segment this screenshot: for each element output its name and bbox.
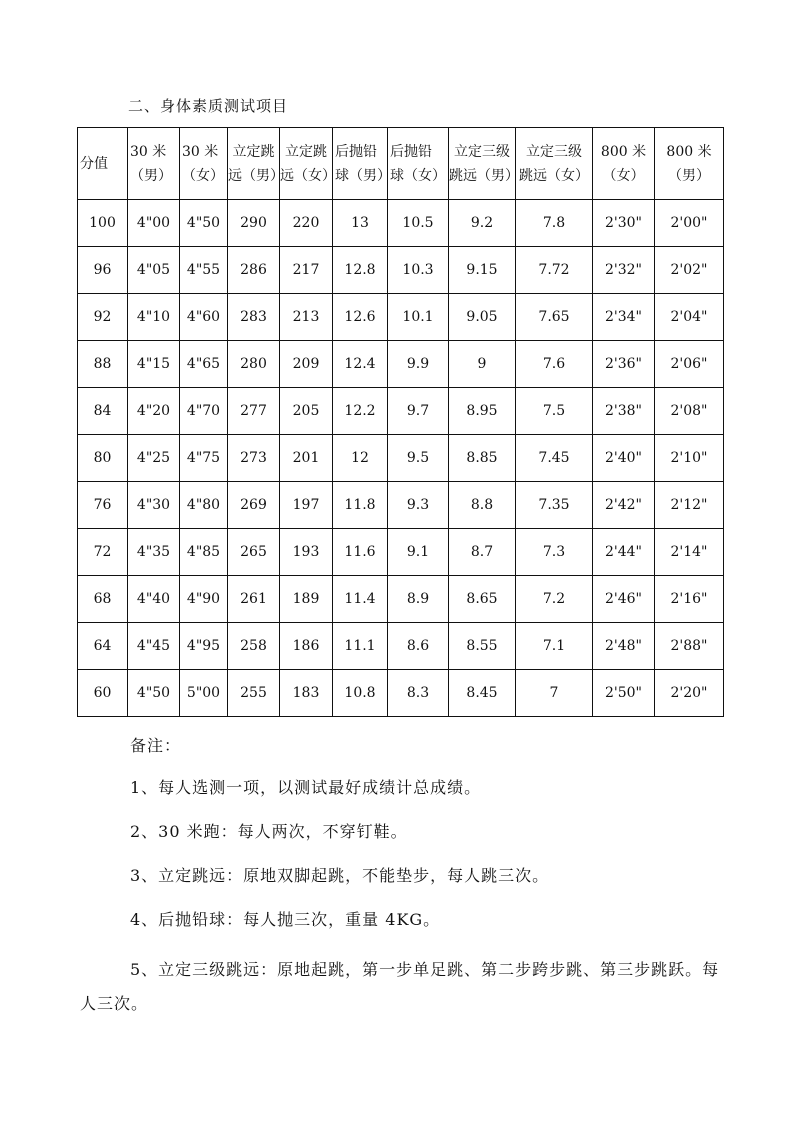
table-cell: 8.3: [388, 670, 449, 717]
table-cell: 193: [280, 529, 333, 576]
table-cell: 2'50": [593, 670, 655, 717]
table-cell: 88: [78, 341, 128, 388]
table-cell: 2'04": [655, 294, 724, 341]
table-cell: 8.85: [449, 435, 516, 482]
table-cell: 2'12": [655, 482, 724, 529]
table-cell: 205: [280, 388, 333, 435]
table-cell: 4"50: [180, 200, 228, 247]
table-cell: 2'02": [655, 247, 724, 294]
table-cell: 265: [228, 529, 280, 576]
table-cell: 60: [78, 670, 128, 717]
table-row: [78, 388, 724, 435]
table-row: [78, 529, 724, 576]
table-cell: 4"10: [128, 294, 180, 341]
table-cell: 9.3: [388, 482, 449, 529]
table-cell: 4"55: [180, 247, 228, 294]
table-cell: 209: [280, 341, 333, 388]
table-cell: 12.4: [333, 341, 388, 388]
table-cell: 7.72: [516, 247, 593, 294]
column-header: [228, 128, 284, 200]
table-cell: 4"85: [180, 529, 228, 576]
table-cell: 273: [228, 435, 280, 482]
table-cell: 72: [78, 529, 128, 576]
column-header: [516, 128, 593, 200]
table-cell: 84: [78, 388, 128, 435]
note-item-3: 3、立定跳远：原地双脚起跳，不能垫步，每人跳三次。: [130, 866, 550, 885]
table-cell: 290: [228, 200, 280, 247]
table-cell: 4"25: [128, 435, 180, 482]
column-header-line2: 跳远（男）: [449, 167, 519, 184]
table-cell: 12.2: [333, 388, 388, 435]
table-cell: 4"90: [180, 576, 228, 623]
table-cell: 4"35: [128, 529, 180, 576]
note-item-1: 1、每人选测一项，以测试最好成绩计总成绩。: [130, 778, 482, 797]
column-header-line2: 球（女）: [390, 167, 446, 184]
table-cell: 10.8: [333, 670, 388, 717]
column-header-line1: 立定跳: [285, 143, 327, 160]
table-cell: 4"45: [128, 623, 180, 670]
table-cell: 9.15: [449, 247, 516, 294]
table-row: [78, 435, 724, 482]
table-body: [78, 200, 724, 717]
table-cell: 183: [280, 670, 333, 717]
table-cell: 4"20: [128, 388, 180, 435]
table-cell: 8.6: [388, 623, 449, 670]
table-cell: 64: [78, 623, 128, 670]
table-cell: 4"00: [128, 200, 180, 247]
column-header: [593, 128, 655, 200]
table-cell: 4"95: [180, 623, 228, 670]
table-cell: 4"50: [128, 670, 180, 717]
column-header-line1: 800 米: [600, 143, 647, 160]
table-cell: 9.9: [388, 341, 449, 388]
table-cell: 2'34": [593, 294, 655, 341]
table-cell: 2'46": [593, 576, 655, 623]
table-cell: 2'10": [655, 435, 724, 482]
table-cell: 92: [78, 294, 128, 341]
table-cell: 11.8: [333, 482, 388, 529]
table-cell: 11.4: [333, 576, 388, 623]
table-cell: 2'08": [655, 388, 724, 435]
note-item-4: 4、后抛铅球：每人抛三次，重量 4KG。: [130, 910, 441, 929]
table-cell: 286: [228, 247, 280, 294]
table-cell: 217: [280, 247, 333, 294]
table-cell: 12.8: [333, 247, 388, 294]
column-header-line2: 跳远（女）: [519, 167, 589, 184]
table-cell: 2'38": [593, 388, 655, 435]
table-cell: 4"05: [128, 247, 180, 294]
table-cell: 283: [228, 294, 280, 341]
notes-section: [80, 735, 720, 1021]
table-row: [78, 482, 724, 529]
column-header-line2: （男）: [668, 167, 710, 184]
table-cell: 269: [228, 482, 280, 529]
column-header-line2: 球（男）: [335, 167, 391, 184]
table-cell: 4"75: [180, 435, 228, 482]
table-cell: 4"65: [180, 341, 228, 388]
table-cell: 7.35: [516, 482, 593, 529]
table-cell: 9.7: [388, 388, 449, 435]
table-cell: 2'14": [655, 529, 724, 576]
column-header: [388, 128, 449, 200]
column-header-line1: 立定三级: [526, 143, 582, 160]
column-header-line2: （女）: [182, 167, 224, 184]
table-cell: 213: [280, 294, 333, 341]
column-header: [280, 128, 336, 200]
table-cell: 76: [78, 482, 128, 529]
table-header-row: [78, 128, 724, 200]
table-cell: 2'88": [655, 623, 724, 670]
table-cell: 4"40: [128, 576, 180, 623]
table-cell: 80: [78, 435, 128, 482]
column-header-line1: 立定三级: [454, 143, 510, 160]
table-cell: 4"30: [128, 482, 180, 529]
table-cell: 280: [228, 341, 280, 388]
table-cell: 2'20": [655, 670, 724, 717]
table-cell: 96: [78, 247, 128, 294]
table-cell: 9: [449, 341, 516, 388]
table-cell: 277: [228, 388, 280, 435]
table-cell: 2'16": [655, 576, 724, 623]
table-cell: 10.5: [388, 200, 449, 247]
column-header-line2: （女）: [602, 167, 645, 184]
column-header-line1: 分值: [80, 155, 108, 172]
column-header: [180, 128, 228, 200]
table-cell: 255: [228, 670, 280, 717]
table-cell: 10.3: [388, 247, 449, 294]
column-header: [333, 128, 391, 200]
table-row: [78, 247, 724, 294]
table-cell: 2'42": [593, 482, 655, 529]
table-row: [78, 576, 724, 623]
table-cell: 9.1: [388, 529, 449, 576]
column-header-line1: 30 米: [182, 143, 219, 160]
table-cell: 7: [516, 670, 593, 717]
section-title: 二、身体素质测试项目: [128, 97, 289, 115]
column-header: [449, 128, 519, 200]
table-cell: 10.1: [388, 294, 449, 341]
table-cell: 9.5: [388, 435, 449, 482]
table-cell: 186: [280, 623, 333, 670]
table-cell: 12: [333, 435, 388, 482]
column-header: [128, 128, 180, 200]
table-cell: 2'30": [593, 200, 655, 247]
table-cell: 9.05: [449, 294, 516, 341]
table-cell: 4"80: [180, 482, 228, 529]
table-cell: 4"15: [128, 341, 180, 388]
table-cell: 261: [228, 576, 280, 623]
table-cell: 8.45: [449, 670, 516, 717]
table-cell: 2'06": [655, 341, 724, 388]
table-cell: 7.2: [516, 576, 593, 623]
table-cell: 11.6: [333, 529, 388, 576]
table-cell: 197: [280, 482, 333, 529]
table-cell: 8.9: [388, 576, 449, 623]
note-item-2: 2、30 米跑：每人两次，不穿钉鞋。: [130, 822, 408, 841]
table-row: [78, 670, 724, 717]
column-header: [78, 128, 128, 200]
table-row: [78, 200, 724, 247]
table-cell: 2'36": [593, 341, 655, 388]
table-cell: 7.5: [516, 388, 593, 435]
table-cell: 2'00": [655, 200, 724, 247]
table-cell: 2'32": [593, 247, 655, 294]
table-cell: 8.95: [449, 388, 516, 435]
table-row: [78, 623, 724, 670]
column-header-line1: 30 米: [130, 143, 167, 160]
note-item-5: 5、立定三级跳远：原地起跳，第一步单足跳、第二步跨步跳、第三步跳跃。每人三次。: [80, 960, 720, 1013]
table-row: [78, 294, 724, 341]
table-cell: 7.1: [516, 623, 593, 670]
column-header-line1: 后抛铅: [335, 143, 377, 160]
table-cell: 5"00: [180, 670, 228, 717]
table-cell: 7.45: [516, 435, 593, 482]
column-header-line1: 后抛铅: [390, 143, 432, 160]
table-cell: 4"60: [180, 294, 228, 341]
table-cell: 68: [78, 576, 128, 623]
column-header-line1: 800 米: [666, 143, 712, 160]
table-cell: 201: [280, 435, 333, 482]
table-cell: 8.65: [449, 576, 516, 623]
table-cell: 7.65: [516, 294, 593, 341]
table-cell: 7.8: [516, 200, 593, 247]
table-cell: 7.3: [516, 529, 593, 576]
table-cell: 220: [280, 200, 333, 247]
table-cell: 8.55: [449, 623, 516, 670]
table-row: [78, 341, 724, 388]
table-cell: 12.6: [333, 294, 388, 341]
score-table: [77, 127, 724, 717]
table-cell: 2'44": [593, 529, 655, 576]
column-header-line1: 立定跳: [232, 143, 275, 160]
table-cell: 189: [280, 576, 333, 623]
column-header-line2: （男）: [130, 167, 172, 184]
table-cell: 8.7: [449, 529, 516, 576]
table-cell: 9.2: [449, 200, 516, 247]
column-header-line2: 远（女）: [280, 167, 336, 184]
column-header-line2: 远（男）: [228, 167, 284, 184]
notes-heading: 备注：: [130, 736, 182, 755]
table-cell: 13: [333, 200, 388, 247]
table-cell: 2'40": [593, 435, 655, 482]
table-cell: 8.8: [449, 482, 516, 529]
table-cell: 11.1: [333, 623, 388, 670]
table-cell: 258: [228, 623, 280, 670]
column-header: [655, 128, 724, 200]
table-cell: 2'48": [593, 623, 655, 670]
table-cell: 100: [78, 200, 128, 247]
table-cell: 4"70: [180, 388, 228, 435]
table-cell: 7.6: [516, 341, 593, 388]
